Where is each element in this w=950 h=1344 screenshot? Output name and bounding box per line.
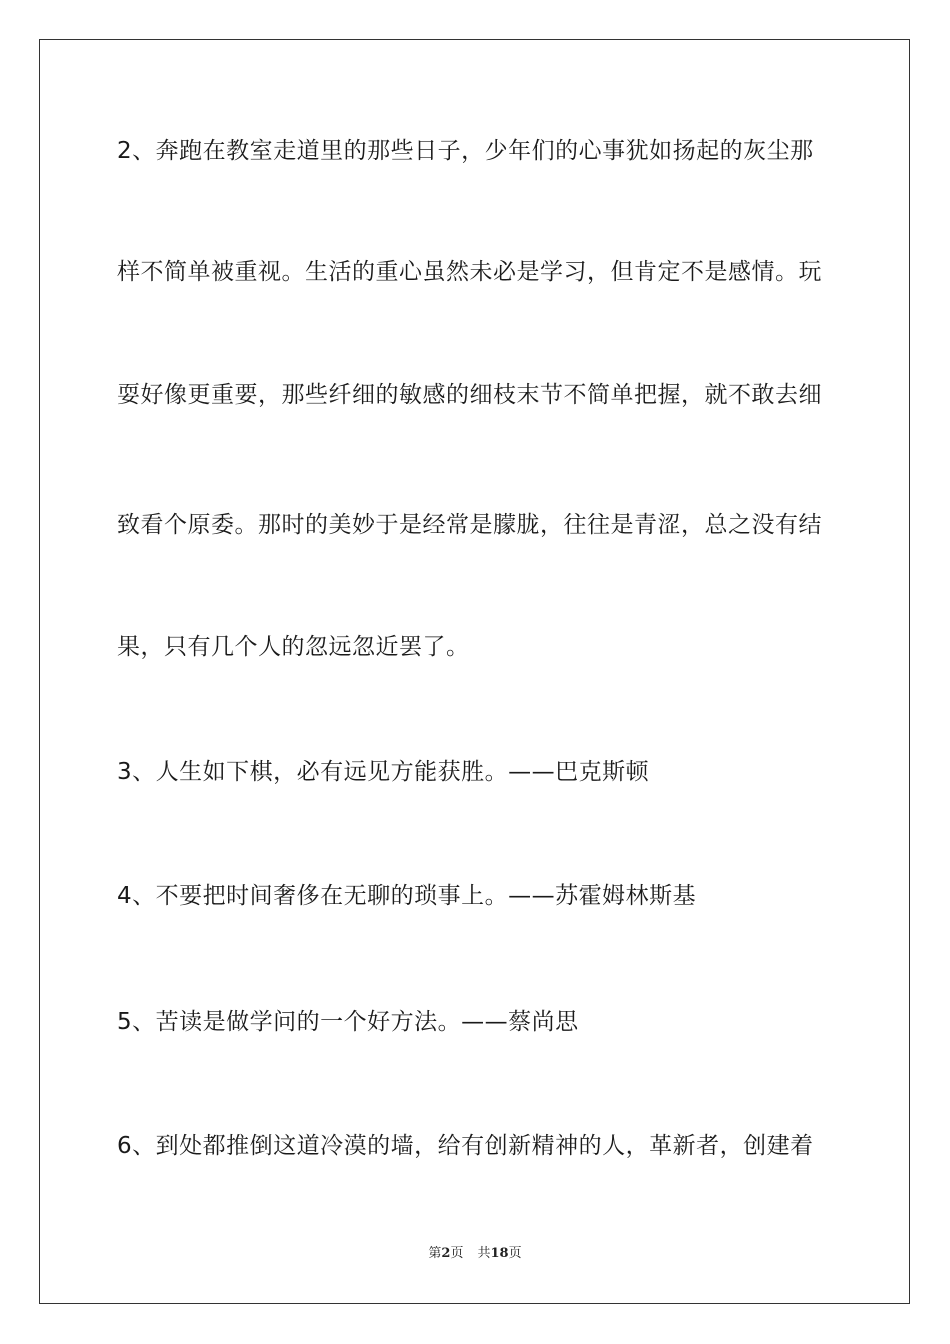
total-pages-label <box>477 1245 521 1263</box>
paragraph-2-line-4: 致看个原委。那时的美妙于是经常是朦胧，往往是青涩，总之没有结 <box>117 512 822 538</box>
page-footer <box>0 1245 950 1263</box>
paragraph-2-line-1: 2、奔跑在教室走道里的那些日子，少年们的心事犹如扬起的灰尘那 <box>117 138 814 164</box>
page-number-label <box>428 1245 463 1263</box>
total-prefix: 共 <box>477 1246 491 1261</box>
page-number: 2 <box>441 1246 451 1261</box>
paragraph-2-line-3: 耍好像更重要，那些纤细的敏感的细枝末节不简单把握，就不敢去细 <box>117 382 822 408</box>
page-prefix: 第 <box>428 1246 442 1261</box>
page-border <box>39 39 910 1304</box>
paragraph-2-line-2: 样不简单被重视。生活的重心虽然未必是学习，但肯定不是感情。玩 <box>117 259 822 285</box>
quote-5: 5、苦读是做学问的一个好方法。——蔡尚思 <box>117 1009 579 1035</box>
total-suffix: 页 <box>508 1246 522 1261</box>
total-pages: 18 <box>490 1246 509 1261</box>
paragraph-6-line-1: 6、到处都推倒这道冷漠的墙，给有创新精神的人，革新者，创建着 <box>117 1133 814 1159</box>
paragraph-2-line-5: 果，只有几个人的忽远忽近罢了。 <box>117 634 470 660</box>
page-suffix: 页 <box>450 1246 464 1261</box>
quote-3: 3、人生如下棋，必有远见方能获胜。——巴克斯顿 <box>117 759 650 785</box>
quote-4: 4、不要把时间奢侈在无聊的琐事上。——苏霍姆林斯基 <box>117 883 697 909</box>
